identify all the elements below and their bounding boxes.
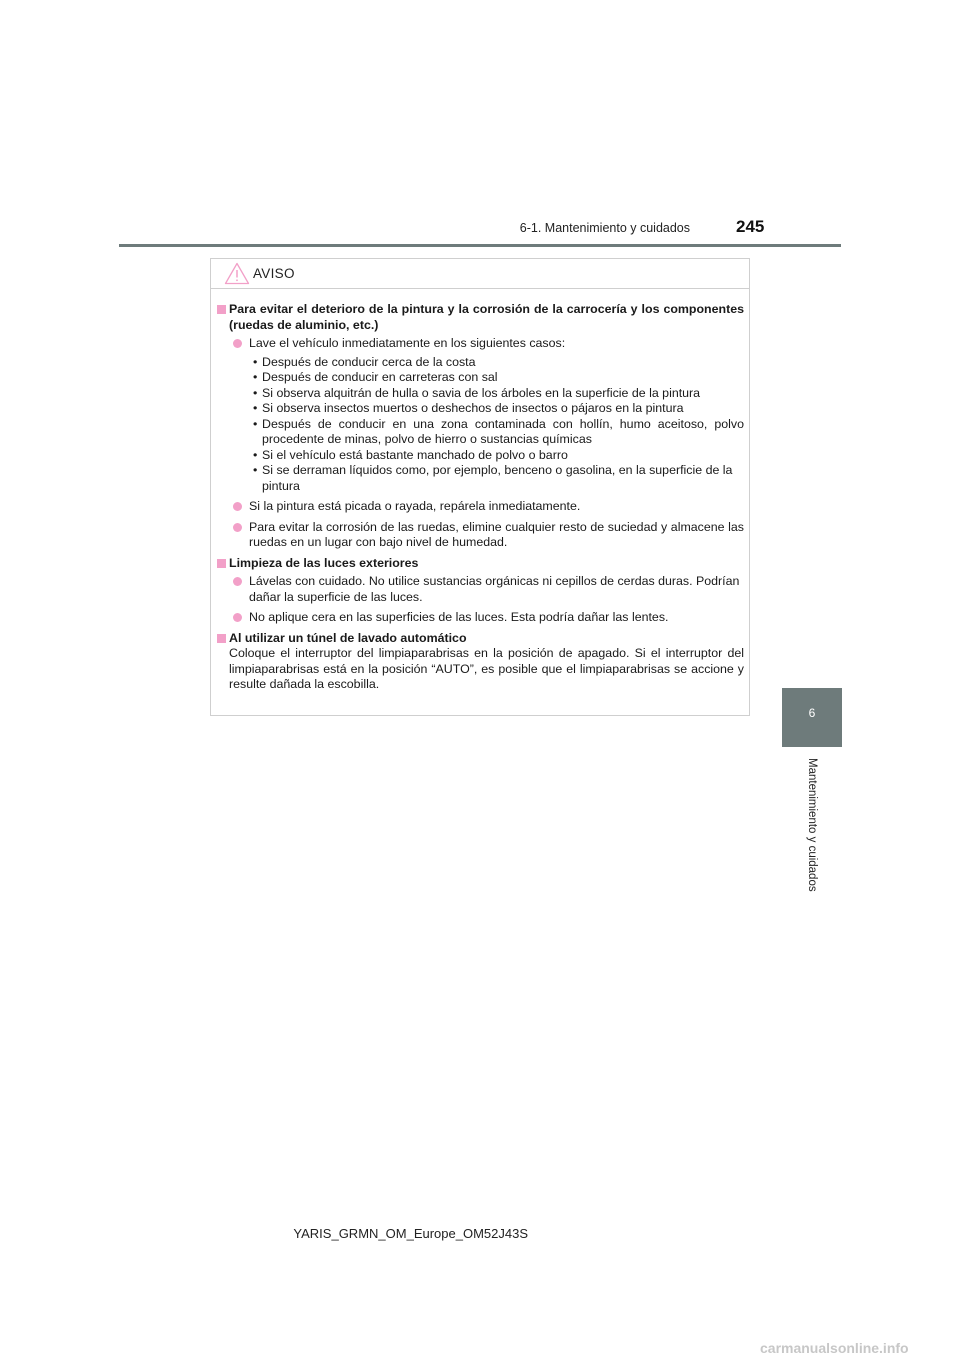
- chapter-side-label: Mantenimiento y cuidados: [806, 758, 818, 892]
- list-item: Lave el vehículo inmediatamente en los siguientes casos:: [217, 336, 744, 352]
- warning-content: [217, 299, 744, 693]
- sub-list-item: • Si el vehículo está bastante manchado de polvo o barro: [253, 447, 568, 462]
- sub-list-item: • Después de conducir cerca de la costa: [253, 354, 476, 369]
- list-item: Para evitar la corrosión de las ruedas, elimine cualquier resto de suciedad y almacene las ruedas en un lugar con bajo nivel de humedad.: [217, 520, 744, 551]
- square-bullet-icon: [217, 634, 226, 643]
- document-footer-code: YARIS_GRMN_OM_Europe_OM52J43S: [293, 1226, 528, 1241]
- sub-list-item: • Si observa alquitrán de hulla o savia de los árboles en la superficie de la pintura: [253, 385, 701, 400]
- chapter-tab-number: 6: [808, 706, 816, 720]
- circle-bullet-icon: [233, 613, 242, 622]
- section-heading: Limpieza de las luces exteriores: [217, 556, 744, 572]
- square-bullet-icon: [217, 559, 226, 568]
- page-number: 245: [736, 217, 765, 236]
- section-heading: Para evitar el deterioro de la pintura y la corrosión de la carrocería y los componentes (ruedas de aluminio, etc.): [217, 302, 744, 333]
- warning-triangle-icon: [224, 262, 250, 285]
- sub-list-item: • Si se derraman líquidos como, por ejemplo, benceno o gasolina, en la superficie de la pintura: [253, 463, 733, 493]
- circle-bullet-icon: [233, 577, 242, 586]
- section-paragraph: Coloque el interruptor del limpiaparabrisas en la posición de apagado. Si el interruptor del limpiaparabrisas está en la posición “AUTO”, es posible que el limpiaparabrisas se accione y resulte dañada la escobilla.: [229, 646, 744, 691]
- circle-bullet-icon: [233, 339, 242, 348]
- list-item: No aplique cera en las superficies de las luces. Esta podría dañar las lentes.: [217, 610, 744, 626]
- circle-bullet-icon: [233, 502, 242, 511]
- square-bullet-icon: [217, 305, 226, 314]
- warning-box: [210, 258, 750, 716]
- chapter-tab: [782, 688, 842, 747]
- header-section-title: 6-1. Mantenimiento y cuidados: [519, 221, 690, 235]
- list-item: Si la pintura está picada o rayada, repárela inmediatamente.: [217, 499, 744, 515]
- sub-list-item: • Después de conducir en una zona contaminada con hollín, humo aceitoso, polvo procedente de minas, polvo de hierro o sustancias químicas: [253, 416, 744, 446]
- warning-box-header: [211, 259, 749, 289]
- sub-list-item: • Después de conducir en carreteras con sal: [253, 370, 498, 384]
- header-rule: [119, 244, 841, 247]
- circle-bullet-icon: [233, 523, 242, 532]
- warning-box-title: AVISO: [253, 266, 295, 281]
- list-item: Lávelas con cuidado. No utilice sustancias orgánicas ni cepillos de cerdas duras. Podrían dañar la superficie de las luces.: [217, 574, 744, 605]
- section-heading: Al utilizar un túnel de lavado automático: [217, 631, 744, 647]
- sub-list-item: • Si observa insectos muertos o deshechos de insectos o pájaros en la pintura: [253, 401, 684, 415]
- watermark: carmanualsonline.info: [760, 1340, 909, 1356]
